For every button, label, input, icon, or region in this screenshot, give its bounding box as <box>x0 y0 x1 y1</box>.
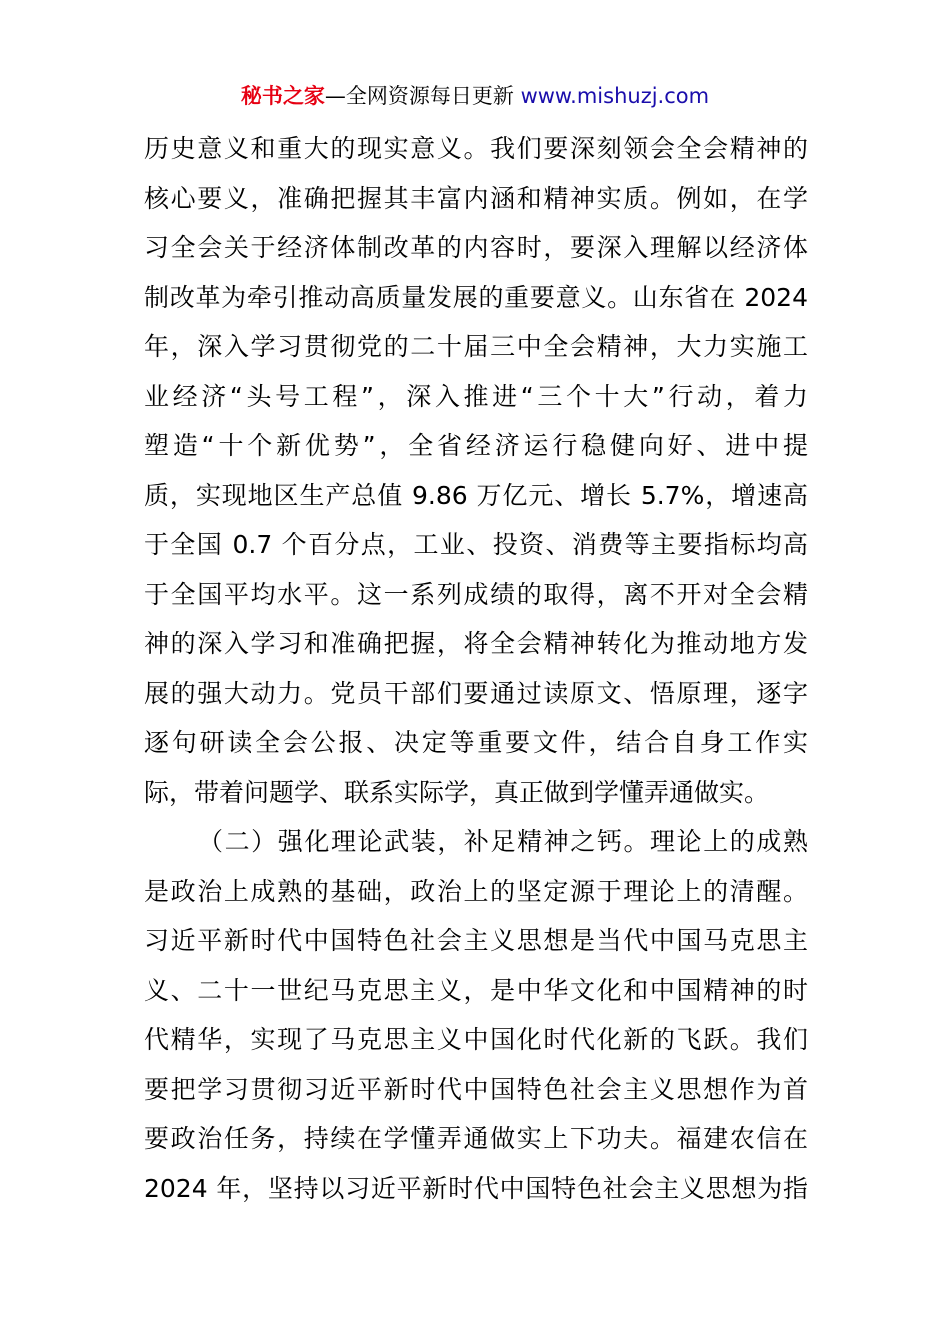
text-line: 于全国 0.7 个百分点，工业、投资、消费等主要指标均高 <box>144 530 808 559</box>
text-line: 制改革为牵引推动高质量发展的重要意义。山东省在 2024 <box>144 282 808 312</box>
text-line: 逐句研读全会公报、决定等重要文件，结合自身工作实 <box>144 728 808 757</box>
text-line: 神的深入学习和准确把握，将全会精神转化为推动地方发 <box>144 629 808 658</box>
text-line: 2024 年，坚持以习近平新时代中国特色社会主义思想为指 <box>144 1173 808 1203</box>
text-line: 质，实现地区生产总值 9.86 万亿元、增长 5.7%，增速高 <box>144 480 808 510</box>
text-line: 历史意义和重大的现实意义。我们要深刻领会全会精神的 <box>144 134 808 163</box>
text-line: 要政治任务，持续在学懂弄通做实上下功夫。福建农信在 <box>144 1124 808 1153</box>
text-line: 业经济“头号工程”，深入推进“三个十大”行动，着力 <box>144 381 808 411</box>
text-line: 于全国平均水平。这一系列成绩的取得，离不开对全会精 <box>144 579 808 609</box>
text-line: 习近平新时代中国特色社会主义思想是当代中国马克思主 <box>144 926 808 955</box>
text-line: 塑造“十个新优势”，全省经济运行稳健向好、进中提 <box>144 431 808 460</box>
text-line: 是政治上成熟的基础，政治上的坚定源于理论上的清醒。 <box>144 876 808 906</box>
text-line: 核心要义，准确把握其丰富内涵和精神实质。例如，在学 <box>144 183 808 213</box>
section-heading-line: （二）强化理论武装，补足精神之钙。理论上的成熟 <box>198 827 808 856</box>
document-body <box>144 124 808 1213</box>
site-brand: 秘书之家 <box>240 84 325 108</box>
site-header <box>0 80 950 112</box>
text-line: 年，深入学习贯彻党的二十届三中全会精神，大力实施工 <box>144 332 808 361</box>
text-line: 展的强大动力。党员干部们要通过读原文、悟原理，逐字 <box>144 678 808 708</box>
paragraph-last-line: 际，带着问题学、联系实际学，真正做到学懂弄通做实。 <box>144 777 770 807</box>
text-line: 代精华，实现了马克思主义中国化时代化新的飞跃。我们 <box>144 1025 808 1054</box>
text-line: 要把学习贯彻习近平新时代中国特色社会主义思想作为首 <box>144 1074 808 1104</box>
text-line: 义、二十一世纪马克思主义，是中华文化和中国精神的时 <box>144 975 808 1005</box>
site-tagline: —全网资源每日更新 <box>324 84 521 108</box>
site-url-link[interactable]: www.mishuzj.com <box>520 84 710 108</box>
text-line: 习全会关于经济体制改革的内容时，要深入理解以经济体 <box>144 233 808 262</box>
